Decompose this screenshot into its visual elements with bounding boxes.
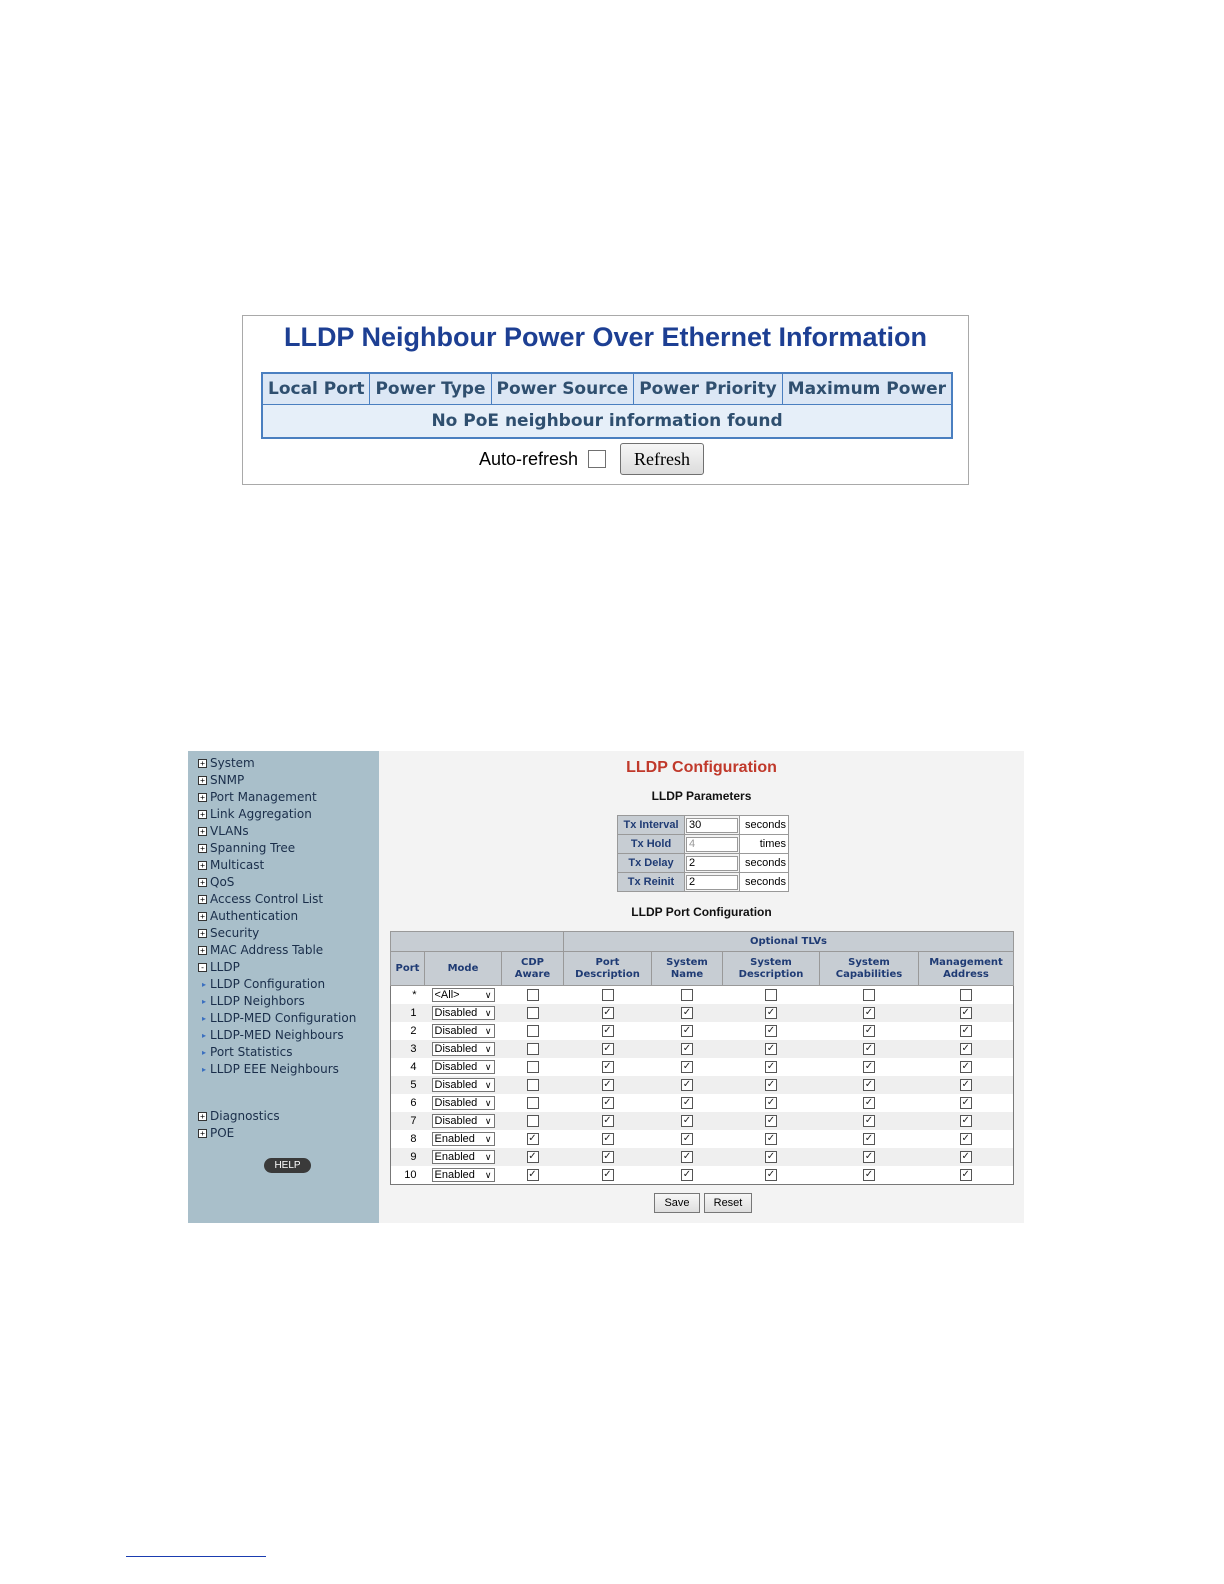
table-row — [391, 1166, 1014, 1185]
param-unit: seconds — [740, 873, 789, 892]
poe-title: LLDP Neighbour Power Over Ethernet Information — [283, 322, 928, 352]
table-row — [391, 1112, 1014, 1130]
column-header-row — [391, 952, 1014, 986]
sidebar-item[interactable] — [198, 823, 249, 839]
mgmt-checkbox[interactable]: ✓ — [961, 1115, 970, 1126]
mode-select[interactable] — [432, 1096, 495, 1110]
port-desc-checkbox[interactable]: ✓ — [603, 1043, 612, 1054]
sidebar-item-label: QoS — [210, 875, 235, 889]
col-system-capabilities: System Capabilities — [820, 952, 919, 986]
expand-icon[interactable]: + — [198, 844, 207, 853]
page-title: LLDP Configuration — [626, 759, 777, 776]
cdp-checkbox[interactable] — [527, 1043, 539, 1055]
optional-tlvs-header: Optional TLVs — [564, 932, 1014, 952]
sidebar-item[interactable] — [198, 755, 255, 771]
poe-header-row — [262, 373, 952, 405]
sidebar-item-label: Access Control List — [210, 892, 324, 906]
expand-icon[interactable]: + — [198, 1129, 207, 1138]
port-number: 2 — [391, 1022, 425, 1040]
col-power-source: Power Source — [491, 373, 634, 405]
mode-select[interactable] — [432, 1150, 495, 1164]
mode-value: Disabled — [434, 1079, 478, 1091]
bullet-arrow-icon: ▸ — [202, 1064, 207, 1074]
table-row — [391, 1040, 1014, 1058]
sys-desc-checkbox[interactable]: ✓ — [766, 1169, 776, 1180]
expand-icon[interactable]: + — [198, 793, 207, 802]
sys-desc-checkbox[interactable]: ✓ — [766, 1151, 776, 1162]
chevron-down-icon: ∨ — [484, 1097, 492, 1108]
col-mode: Mode — [425, 952, 502, 986]
param-row — [618, 873, 789, 892]
expand-icon[interactable]: + — [198, 912, 207, 921]
mgmt-checkbox[interactable]: ✓ — [961, 1007, 970, 1018]
sys-cap-checkbox[interactable]: ✓ — [864, 1151, 874, 1162]
mode-select[interactable] — [432, 1114, 495, 1128]
auto-refresh-label: Auto-refresh — [479, 448, 579, 469]
sys-cap-checkbox[interactable]: ✓ — [864, 1097, 874, 1108]
mode-value: Disabled — [434, 1097, 478, 1109]
sys-name-checkbox[interactable] — [681, 989, 693, 1001]
mgmt-checkbox[interactable]: ✓ — [961, 1097, 970, 1108]
sidebar-item-label: VLANs — [210, 824, 249, 838]
bullet-arrow-icon: ▸ — [202, 1030, 207, 1040]
expand-icon[interactable]: + — [198, 895, 207, 904]
mgmt-checkbox[interactable]: ✓ — [961, 1025, 970, 1036]
sidebar-item[interactable] — [198, 772, 244, 788]
table-row — [391, 1004, 1014, 1022]
main-content — [379, 751, 1024, 1223]
sys-cap-checkbox[interactable]: ✓ — [864, 1025, 874, 1036]
sys-cap-checkbox[interactable]: ✓ — [864, 1079, 874, 1090]
table-row — [391, 1022, 1014, 1040]
port-number: 3 — [391, 1040, 425, 1058]
sidebar-subitem-label: LLDP-MED Neighbours — [210, 1028, 344, 1042]
port-number: 6 — [391, 1094, 425, 1112]
sys-desc-checkbox[interactable]: ✓ — [766, 1115, 776, 1126]
mgmt-checkbox[interactable]: ✓ — [961, 1133, 970, 1144]
mode-value: Disabled — [434, 1115, 478, 1127]
mgmt-checkbox[interactable]: ✓ — [961, 1169, 970, 1180]
chevron-down-icon: ∨ — [484, 1079, 492, 1090]
sidebar-item-label: Diagnostics — [210, 1109, 280, 1123]
mode-value: Disabled — [434, 1061, 478, 1073]
sys-cap-checkbox[interactable] — [863, 989, 875, 1001]
chevron-down-icon: ∨ — [484, 1025, 492, 1036]
bullet-arrow-icon: ▸ — [202, 1047, 207, 1057]
sys-desc-checkbox[interactable] — [765, 989, 777, 1001]
param-label: Tx Hold — [618, 835, 685, 854]
port-section-title: LLDP Port Configuration — [631, 905, 772, 919]
form-buttons — [654, 1193, 752, 1213]
sys-desc-checkbox[interactable]: ✓ — [766, 1061, 776, 1072]
chevron-down-icon: ∨ — [484, 1115, 492, 1126]
sys-name-checkbox[interactable]: ✓ — [682, 1061, 692, 1072]
params-table — [617, 815, 789, 892]
sidebar-item-label: Multicast — [210, 858, 265, 872]
expand-icon[interactable]: + — [198, 1112, 207, 1121]
port-desc-checkbox[interactable]: ✓ — [603, 1097, 612, 1108]
sidebar-item[interactable] — [198, 806, 312, 822]
sidebar-item-label: SNMP — [210, 773, 245, 787]
reset-button[interactable]: Reset — [704, 1193, 752, 1213]
sidebar-item[interactable] — [198, 789, 317, 805]
port-number: 9 — [391, 1148, 425, 1166]
port-number: 5 — [391, 1076, 425, 1094]
expand-icon[interactable]: + — [198, 776, 207, 785]
param-input[interactable]: 2 — [686, 856, 738, 871]
port-desc-checkbox[interactable]: ✓ — [603, 1007, 612, 1018]
cdp-checkbox[interactable] — [527, 1079, 539, 1091]
col-power-priority: Power Priority — [634, 373, 782, 405]
chevron-down-icon: ∨ — [484, 1169, 492, 1180]
mode-select[interactable] — [432, 988, 495, 1002]
sidebar-item-label: LLDP — [210, 960, 240, 974]
sidebar-subitem-label: LLDP EEE Neighbours — [210, 1062, 339, 1076]
bullet-arrow-icon: ▸ — [202, 1013, 207, 1023]
sidebar-subitem-label: LLDP Configuration — [210, 977, 326, 991]
mode-select[interactable] — [432, 1006, 495, 1020]
cdp-checkbox[interactable]: ✓ — [528, 1133, 537, 1144]
mode-value: Disabled — [434, 1025, 478, 1037]
sidebar-item[interactable] — [198, 891, 323, 907]
sys-cap-checkbox[interactable]: ✓ — [864, 1043, 874, 1054]
sidebar-item-label: Spanning Tree — [210, 841, 296, 855]
cdp-checkbox[interactable] — [527, 1007, 539, 1019]
mode-select[interactable] — [432, 1024, 495, 1038]
cdp-checkbox[interactable] — [527, 1025, 539, 1037]
sidebar-subitem-label: Port Statistics — [210, 1045, 293, 1059]
param-unit: times — [740, 835, 789, 854]
mode-select[interactable] — [432, 1042, 495, 1056]
col-power-type: Power Type — [370, 373, 491, 405]
sidebar-item[interactable] — [198, 1125, 234, 1141]
bullet-arrow-icon: ▸ — [202, 979, 207, 989]
port-number: 8 — [391, 1130, 425, 1148]
port-number: * — [391, 986, 425, 1005]
expand-icon[interactable]: + — [198, 759, 207, 768]
mgmt-checkbox[interactable]: ✓ — [961, 1061, 970, 1072]
auto-refresh-checkbox[interactable] — [588, 450, 606, 468]
sidebar-item[interactable] — [198, 908, 298, 924]
poe-empty-row — [262, 405, 952, 439]
col-cdp-aware: CDP Aware — [502, 952, 564, 986]
sys-cap-checkbox[interactable]: ✓ — [864, 1115, 874, 1126]
param-label: Tx Reinit — [618, 873, 685, 892]
sidebar-subitem[interactable] — [202, 976, 325, 992]
col-system-name: System Name — [652, 952, 723, 986]
chevron-down-icon: ∨ — [484, 989, 492, 1000]
sidebar-item[interactable] — [198, 857, 264, 873]
sidebar-subitem[interactable] — [202, 1027, 344, 1043]
sidebar-subitem[interactable] — [202, 993, 305, 1009]
cdp-checkbox[interactable] — [527, 989, 539, 1001]
port-number: 10 — [391, 1166, 425, 1185]
param-unit: seconds — [740, 816, 789, 835]
sys-cap-checkbox[interactable]: ✓ — [864, 1169, 874, 1180]
port-desc-checkbox[interactable]: ✓ — [603, 1169, 612, 1180]
sys-name-checkbox[interactable]: ✓ — [682, 1151, 692, 1162]
table-row — [391, 1094, 1014, 1112]
mode-value: <All> — [434, 989, 460, 1001]
cdp-checkbox[interactable] — [527, 1061, 539, 1073]
mode-select[interactable] — [432, 1060, 495, 1074]
sys-desc-checkbox[interactable]: ✓ — [766, 1025, 776, 1036]
sys-desc-checkbox[interactable]: ✓ — [766, 1133, 776, 1144]
mode-value: Enabled — [434, 1133, 475, 1145]
sys-name-checkbox[interactable]: ✓ — [682, 1133, 692, 1144]
mode-value: Disabled — [434, 1007, 478, 1019]
port-number: 7 — [391, 1112, 425, 1130]
sys-name-checkbox[interactable]: ✓ — [682, 1169, 692, 1180]
col-local-port: Local Port — [262, 373, 370, 405]
sys-desc-checkbox[interactable]: ✓ — [766, 1097, 776, 1108]
sidebar-item-label: Port Management — [210, 790, 317, 804]
collapse-icon[interactable]: - — [198, 963, 207, 972]
sidebar-item-label: Link Aggregation — [210, 807, 312, 821]
cdp-checkbox[interactable]: ✓ — [528, 1169, 537, 1180]
sidebar — [188, 751, 379, 1223]
sidebar-subitem[interactable] — [202, 1010, 356, 1026]
mode-value: Enabled — [434, 1151, 475, 1163]
sidebar-item-label: POE — [210, 1126, 235, 1140]
sys-name-checkbox[interactable]: ✓ — [682, 1043, 692, 1054]
sidebar-subitem[interactable] — [202, 1044, 292, 1060]
param-row — [618, 835, 789, 854]
col-port: Port — [391, 952, 425, 986]
sidebar-item-label: System — [210, 756, 255, 770]
sidebar-subitem-label: LLDP Neighbors — [210, 994, 305, 1008]
refresh-button[interactable]: Refresh — [620, 443, 704, 475]
param-row — [618, 854, 789, 873]
sys-cap-checkbox[interactable]: ✓ — [864, 1133, 874, 1144]
chevron-down-icon: ∨ — [484, 1061, 492, 1072]
cdp-checkbox[interactable]: ✓ — [528, 1151, 537, 1162]
col-system-description: System Description — [723, 952, 820, 986]
port-number: 4 — [391, 1058, 425, 1076]
mode-select[interactable] — [432, 1078, 495, 1092]
sys-name-checkbox[interactable]: ✓ — [682, 1097, 692, 1108]
sidebar-item-label: MAC Address Table — [210, 943, 324, 957]
port-desc-checkbox[interactable] — [602, 989, 614, 1001]
col-management-address: Management Address — [919, 952, 1014, 986]
cdp-checkbox[interactable] — [527, 1097, 539, 1109]
mgmt-checkbox[interactable]: ✓ — [961, 1079, 970, 1090]
sidebar-item-label: Security — [210, 926, 260, 940]
sidebar-item[interactable] — [198, 942, 323, 958]
table-row — [391, 1148, 1014, 1166]
port-desc-checkbox[interactable]: ✓ — [603, 1061, 612, 1072]
lldp-config-screen — [188, 751, 1024, 1223]
optional-tlvs-header-row — [391, 932, 1014, 952]
chevron-down-icon: ∨ — [484, 1133, 492, 1144]
chevron-down-icon: ∨ — [484, 1151, 492, 1162]
mgmt-checkbox[interactable]: ✓ — [961, 1043, 970, 1054]
expand-icon[interactable]: + — [198, 878, 207, 887]
footnote-divider — [126, 1556, 266, 1557]
sys-desc-checkbox[interactable]: ✓ — [766, 1007, 776, 1018]
poe-empty-message: No PoE neighbour information found — [262, 405, 952, 439]
sys-name-checkbox[interactable]: ✓ — [682, 1007, 692, 1018]
mode-value: Enabled — [434, 1169, 475, 1181]
poe-info-panel — [242, 315, 969, 485]
sidebar-subitem[interactable] — [202, 1061, 339, 1077]
port-desc-checkbox[interactable]: ✓ — [603, 1133, 612, 1144]
params-section-title: LLDP Parameters — [651, 789, 752, 803]
mgmt-checkbox[interactable]: ✓ — [961, 1151, 970, 1162]
port-desc-checkbox[interactable]: ✓ — [603, 1025, 612, 1036]
table-row — [391, 986, 1014, 1005]
sidebar-item[interactable] — [198, 925, 259, 941]
expand-icon[interactable]: + — [198, 929, 207, 938]
sidebar-item[interactable] — [198, 874, 234, 890]
param-label: Tx Interval — [618, 816, 685, 835]
sidebar-subitem-label: LLDP-MED Configuration — [210, 1011, 357, 1025]
sys-desc-checkbox[interactable]: ✓ — [766, 1079, 776, 1090]
table-row — [391, 1130, 1014, 1148]
mgmt-checkbox[interactable] — [960, 989, 972, 1001]
table-row — [391, 1058, 1014, 1076]
param-row — [618, 816, 789, 835]
expand-icon[interactable]: + — [198, 861, 207, 870]
sys-name-checkbox[interactable]: ✓ — [682, 1115, 692, 1126]
poe-controls — [479, 443, 704, 475]
mode-select[interactable] — [432, 1168, 495, 1182]
cdp-checkbox[interactable] — [527, 1115, 539, 1127]
mode-value: Disabled — [434, 1043, 478, 1055]
table-row — [391, 1076, 1014, 1094]
sys-cap-checkbox[interactable]: ✓ — [864, 1007, 874, 1018]
sys-desc-checkbox[interactable]: ✓ — [766, 1043, 776, 1054]
col-maximum-power: Maximum Power — [782, 373, 952, 405]
save-button[interactable]: Save — [654, 1193, 700, 1213]
expand-icon[interactable]: + — [198, 810, 207, 819]
help-button[interactable]: HELP — [264, 1158, 311, 1173]
param-input[interactable]: 4 — [686, 837, 738, 852]
port-number: 1 — [391, 1004, 425, 1022]
port-desc-checkbox[interactable]: ✓ — [603, 1115, 612, 1126]
chevron-down-icon: ∨ — [484, 1043, 492, 1054]
sys-name-checkbox[interactable]: ✓ — [682, 1079, 692, 1090]
param-label: Tx Delay — [618, 854, 685, 873]
sidebar-item[interactable] — [198, 840, 295, 856]
poe-table — [261, 372, 953, 439]
param-unit: seconds — [740, 854, 789, 873]
port-desc-checkbox[interactable]: ✓ — [603, 1151, 612, 1162]
param-input[interactable]: 2 — [686, 875, 738, 890]
chevron-down-icon: ∨ — [484, 1007, 492, 1018]
expand-icon[interactable]: + — [198, 946, 207, 955]
col-port-description: Port Description — [564, 952, 652, 986]
bullet-arrow-icon: ▸ — [202, 996, 207, 1006]
sidebar-item[interactable] — [198, 1108, 280, 1124]
param-input[interactable]: 30 — [686, 818, 738, 833]
sys-name-checkbox[interactable]: ✓ — [682, 1025, 692, 1036]
sidebar-item[interactable] — [198, 959, 240, 975]
port-desc-checkbox[interactable]: ✓ — [603, 1079, 612, 1090]
port-config-table — [390, 931, 1014, 1185]
sidebar-item-label: Authentication — [210, 909, 299, 923]
sys-cap-checkbox[interactable]: ✓ — [864, 1061, 874, 1072]
mode-select[interactable] — [432, 1132, 495, 1146]
expand-icon[interactable]: + — [198, 827, 207, 836]
